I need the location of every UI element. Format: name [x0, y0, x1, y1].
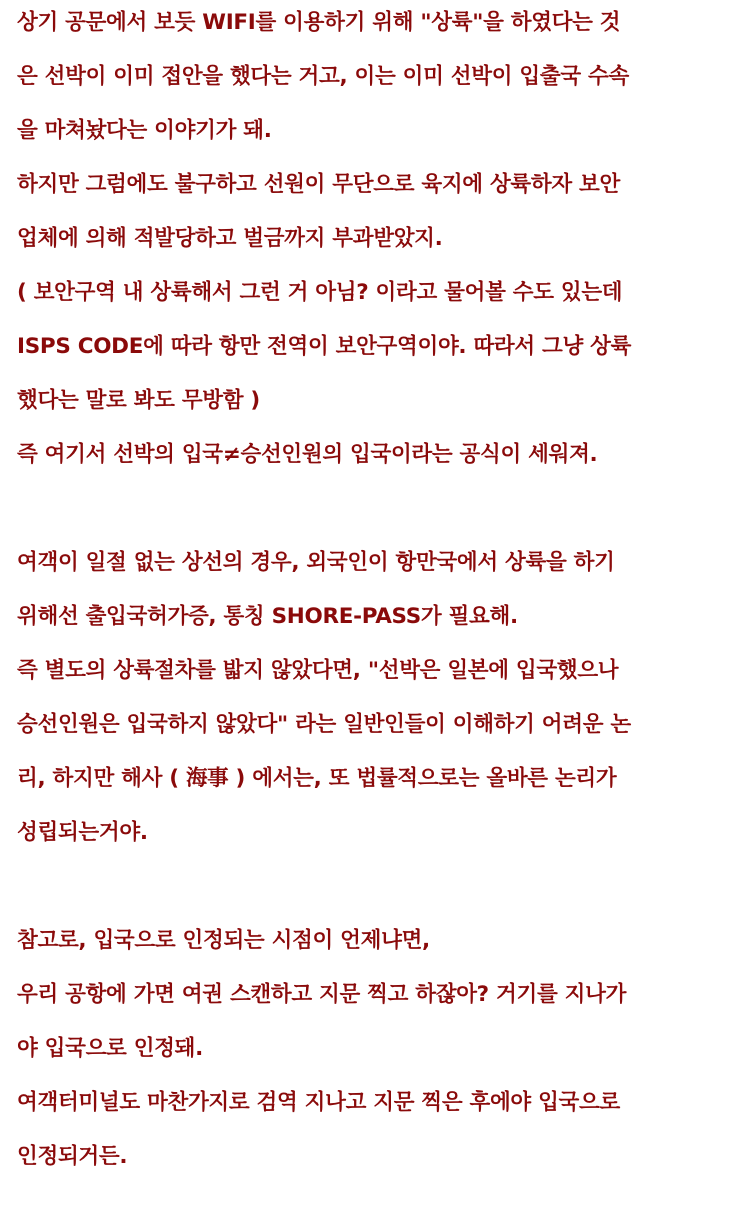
text-line: 을 마쳐놨다는 이야기가 돼.	[17, 118, 272, 143]
text-line: 우리 공항에 가면 여권 스캔하고 지문 찍고 하잖아? 거기를 지나가	[17, 982, 627, 1007]
paragraph-shore-pass	[17, 540, 732, 864]
text-line: 즉 여기서 선박의 입국≠승선인원의 입국이라는 공식이 세워져.	[17, 442, 598, 467]
text-line: 은 선박이 이미 접안을 했다는 거고, 이는 이미 선박이 입출국 수속	[17, 64, 629, 89]
article-body	[17, 0, 732, 1188]
text-line: 했다는 말로 봐도 무방함 )	[17, 388, 260, 413]
text-line: 즉 별도의 상륙절차를 밟지 않았다면, "선박은 일본에 입국했으나	[17, 658, 619, 683]
paragraph-spacer	[17, 486, 732, 540]
text-line: 리, 하지만 해사 ( 海事 ) 에서는, 또 법률적으로는 올바른 논리가	[17, 766, 617, 791]
paragraph-shore-access	[17, 0, 732, 486]
text-line: 위해선 출입국허가증, 통칭 SHORE-PASS가 필요해.	[17, 604, 518, 629]
text-line: 승선인원은 입국하지 않았다" 라는 일반인들이 이해하기 어려운 논	[17, 712, 631, 737]
text-line: ISPS CODE에 따라 항만 전역이 보안구역이야. 따라서 그냥 상륙	[17, 334, 632, 359]
text-line: 여객이 일절 없는 상선의 경우, 외국인이 항만국에서 상륙을 하기	[17, 550, 615, 575]
text-line: ( 보안구역 내 상륙해서 그런 거 아님? 이라고 물어볼 수도 있는데	[17, 280, 623, 305]
text-line: 참고로, 입국으로 인정되는 시점이 언제냐면,	[17, 928, 430, 953]
paragraph-entry-timing	[17, 918, 732, 1188]
paragraph-spacer	[17, 864, 732, 918]
text-line: 상기 공문에서 보듯 WIFI를 이용하기 위해 "상륙"을 하였다는 것	[17, 10, 621, 35]
text-line: 성립되는거야.	[17, 820, 148, 845]
text-line: 인정되거든.	[17, 1144, 128, 1169]
text-line: 업체에 의해 적발당하고 벌금까지 부과받았지.	[17, 226, 443, 251]
text-line: 하지만 그럼에도 불구하고 선원이 무단으로 육지에 상륙하자 보안	[17, 172, 620, 197]
text-line: 야 입국으로 인정돼.	[17, 1036, 203, 1061]
text-line: 여객터미널도 마찬가지로 검역 지나고 지문 찍은 후에야 입국으로	[17, 1090, 620, 1115]
